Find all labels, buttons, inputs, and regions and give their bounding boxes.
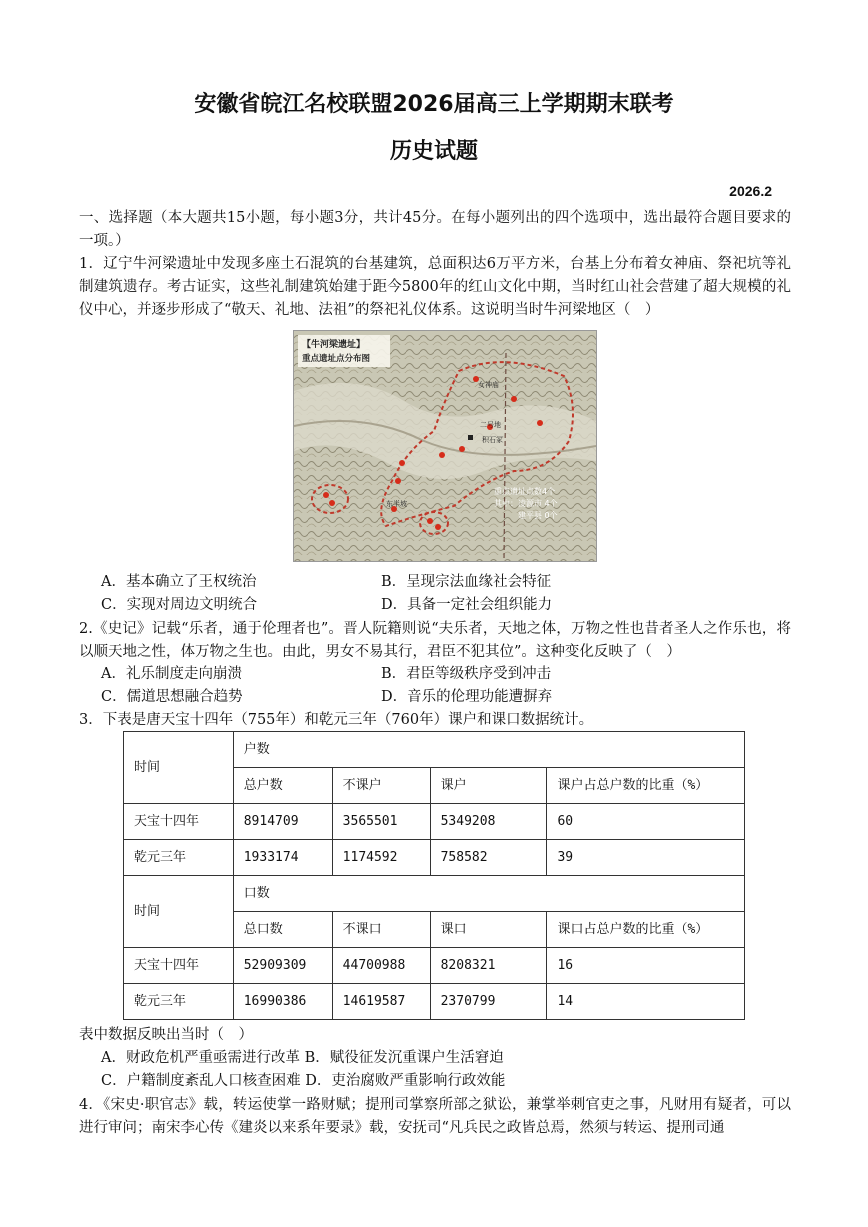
table-cell: 60 xyxy=(547,804,745,840)
table-row xyxy=(124,804,745,840)
table-header: 不课户 xyxy=(332,768,430,804)
map-note-line2: 其中：凌源市 4个 xyxy=(494,499,558,508)
map-note-line1: 重点遗址点数4个 xyxy=(494,487,556,496)
map-label-goddess: 女神庙 xyxy=(478,381,499,389)
tang-household-table xyxy=(123,731,745,1020)
table-cell: 1933174 xyxy=(233,840,332,876)
table-header: 课口 xyxy=(430,912,547,948)
map-label-lower: 东半坡 xyxy=(386,500,407,508)
table-cell: 758582 xyxy=(430,840,547,876)
site-point xyxy=(511,396,517,402)
table-row xyxy=(124,984,745,1020)
table-header: 总口数 xyxy=(233,912,332,948)
question-2-options xyxy=(101,663,791,709)
section-heading xyxy=(79,207,791,253)
question-1-stem: 1．辽宁牛河梁遗址中发现多座土石混筑的台基建筑，总面积达6万平方米，台基上分布着女神庙、祭祀坑等礼制建筑遗存。考古证实，这些礼制建筑始建于距今5800年的红山文化中期，当时红山社会营建了超大规模的礼仪中心，并逐步形成了“敬天、礼地、法祖”的祭祀礼仪体系。这说明当时牛河梁地区（ ） xyxy=(79,256,791,318)
table-cell: 52909309 xyxy=(233,948,332,984)
section-heading-text: 一、选择题（本大题共15小题，每小题3分，共计45分。在每小题列出的四个选项中，选出最符合题目要求的一项。） xyxy=(79,210,791,249)
site-point xyxy=(399,460,405,466)
site-point xyxy=(329,500,335,506)
table-header: 总户数 xyxy=(233,768,332,804)
table-row xyxy=(124,840,745,876)
site-point xyxy=(395,478,401,484)
table-cell: 乾元三年 xyxy=(124,984,234,1020)
q2-option-c[interactable]: C．儒道思想融合趋势 xyxy=(101,689,243,705)
table-cell: 39 xyxy=(547,840,745,876)
q2-option-a[interactable]: A．礼乐制度走向崩溃 xyxy=(101,666,242,682)
q2-option-d[interactable]: D．音乐的伦理功能遭摒弃 xyxy=(381,689,553,705)
q1-option-b[interactable]: B．呈现宗法血缘社会特征 xyxy=(381,574,552,590)
q1-option-a[interactable]: A．基本确立了王权统治 xyxy=(101,574,257,590)
exam-title: 安徽省皖江名校联盟2026届高三上学期期末联考 xyxy=(194,92,674,117)
map-label-site2: 二号地 xyxy=(480,421,501,429)
table-cell: 1174592 xyxy=(332,840,430,876)
table-header: 课口占总户数的比重（%） xyxy=(547,912,745,948)
museum-marker xyxy=(468,435,473,440)
question-3 xyxy=(79,709,791,732)
question-1-options xyxy=(101,571,791,617)
question-3-after-table: 表中数据反映出当时（ ） xyxy=(79,1027,253,1043)
q2-option-b[interactable]: B．君臣等级秩序受到冲击 xyxy=(381,666,552,682)
table-time-label: 时间 xyxy=(124,876,234,948)
table-cell: 天宝十四年 xyxy=(124,948,234,984)
site-point xyxy=(427,518,433,524)
table-cell: 乾元三年 xyxy=(124,840,234,876)
exam-subtitle: 历史试题 xyxy=(389,139,478,164)
question-1 xyxy=(79,253,791,322)
table-cell: 16990386 xyxy=(233,984,332,1020)
question-2-stem: 2.《史记》记载“乐者，通于伦理者也”。晋人阮籍则说“夫乐者，天地之体，万物之性也昔者圣人之作乐也，将以顺天地之性，体万物之生也。由此，男女不易其行，君臣不犯其位”。这种变化反映了（ ） xyxy=(79,621,791,660)
table-header: 课户占总户数的比重（%） xyxy=(547,768,745,804)
table-cell: 16 xyxy=(547,948,745,984)
table-hu-group: 户数 xyxy=(233,732,744,768)
table-cell: 天宝十四年 xyxy=(124,804,234,840)
question-4 xyxy=(79,1094,791,1140)
table-cell: 3565501 xyxy=(332,804,430,840)
site-point xyxy=(439,452,445,458)
question-3-stem: 3．下表是唐天宝十四年（755年）和乾元三年（760年）课户和课口数据统计。 xyxy=(79,712,594,728)
table-header: 课户 xyxy=(430,768,547,804)
table-cell: 14619587 xyxy=(332,984,430,1020)
table-kou-group: 口数 xyxy=(233,876,744,912)
exam-date: 2026.2 xyxy=(729,183,772,199)
table-time-label: 时间 xyxy=(124,732,234,804)
table-cell: 2370799 xyxy=(430,984,547,1020)
map-title-line1: 【牛河梁遗址】 xyxy=(302,340,366,350)
table-cell: 44700988 xyxy=(332,948,430,984)
table-cell: 5349208 xyxy=(430,804,547,840)
table-cell: 8914709 xyxy=(233,804,332,840)
q3-option-ab[interactable]: A．财政危机严重亟需进行改革 B．赋役征发沉重课户生活窘迫 xyxy=(101,1050,504,1066)
q1-option-c[interactable]: C．实现对周边文明统合 xyxy=(101,597,258,613)
site-point xyxy=(459,446,465,452)
q1-option-d[interactable]: D．具备一定社会组织能力 xyxy=(381,597,553,613)
table-row xyxy=(124,948,745,984)
map-label-site: 积石冢 xyxy=(482,436,503,444)
site-point xyxy=(323,492,329,498)
table-cell: 14 xyxy=(547,984,745,1020)
niuheliang-site-map xyxy=(293,330,597,562)
map-title-line2: 重点遗址点分布图 xyxy=(302,354,371,364)
question-3-options xyxy=(101,1047,791,1093)
question-2 xyxy=(79,618,791,664)
table-header: 不课口 xyxy=(332,912,430,948)
map-note-line3: 建平县 0个 xyxy=(518,511,558,520)
q3-option-cd[interactable]: C．户籍制度紊乱人口核查困难 D．吏治腐败严重影响行政效能 xyxy=(101,1073,506,1089)
site-point xyxy=(435,524,441,530)
question-4-stem: 4．《宋史·职官志》载，转运使掌一路财赋；提刑司掌察所部之狱讼，兼掌举刺官吏之事，凡财用有疑者，可以进行审问；南宋李心传《建炎以来系年要录》载，安抚司“凡兵民之政皆总焉，然须与转运、提刑司通 xyxy=(79,1097,791,1136)
table-cell: 8208321 xyxy=(430,948,547,984)
site-point xyxy=(537,420,543,426)
